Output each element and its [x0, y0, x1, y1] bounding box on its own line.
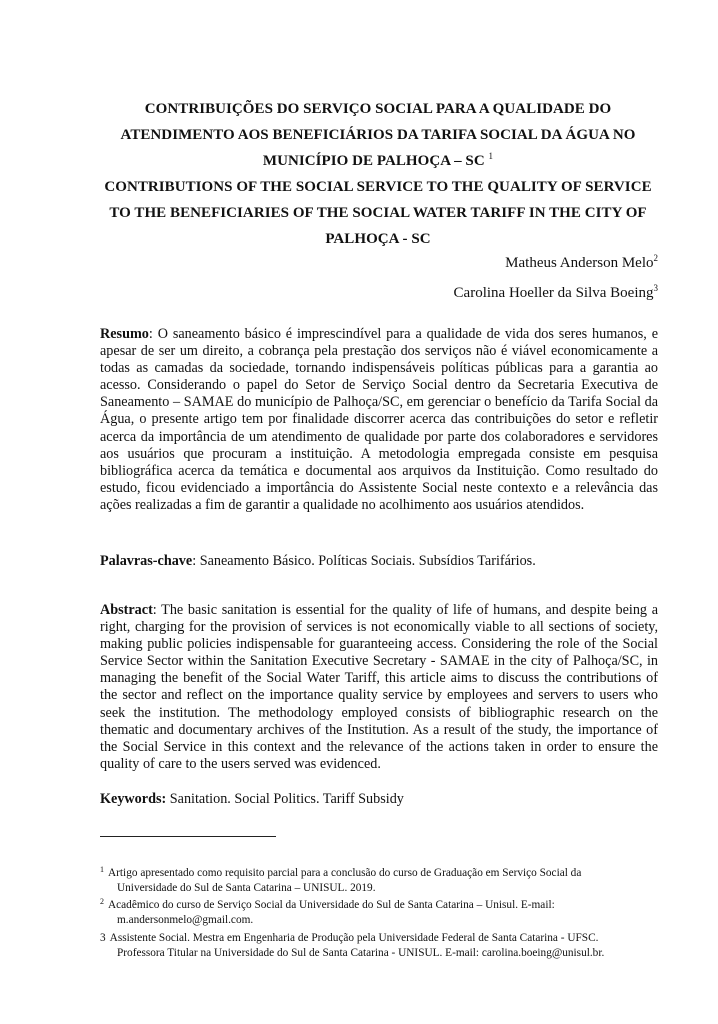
footnote-2-line-1: Acadêmico do curso de Serviço Social da Universidade do Sul de Santa Catarina – Unisul. E-mail:	[108, 899, 555, 911]
palavras-chave-text: : Saneamento Básico. Políticas Sociais. Subsídios Tarifários.	[192, 553, 536, 569]
footnote-2	[100, 898, 658, 927]
footnote-1-marker: 1	[100, 865, 104, 874]
footnote-3-marker: 3	[100, 932, 106, 944]
abstract-label: Abstract	[100, 602, 153, 618]
title-en-line-3: PALHOÇA - SC	[325, 231, 431, 247]
author-2	[454, 284, 658, 302]
footnote-2-line-2: m.andersonmelo@gmail.com.	[117, 913, 254, 926]
title-pt-line-2: ATENDIMENTO AOS BENEFICIÁRIOS DA TARIFA SOCIAL DA ÁGUA NO	[120, 127, 636, 143]
resumo-text: : O saneamento básico é imprescindível para a qualidade de vida dos seres humanos, e apesar de ser um direito, a cobrança pela prestação dos serviços não é viável economicamente a todas as camadas da sociedade, tornando indispensáveis políticas públicas para a garantia ao acesso. Considerando o papel do Setor de Serviço Social dentro da Secretaria Executiva de Saneamento – SAMAE do município de Palhoça/SC, em gerenciar o benefício da Tarifa Social da Água, o presente artigo tem por finalidade discorrer acerca das contribuições do setor e refletir acerca da importância de um atendimento de qualidade por parte dos colaboradores e servidores aos usuários que procuram a instituição. A metodologia empregada consiste em pesquisa bibliográfica acerca da temática e documental aos arquivos da Instituição. Como resultado do estudo, ficou evidenciado a importância do Assistente Social neste contexto e a relevância das ações realizadas a fim de garantir a qualidade no acolhimento aos usuários atendidos.	[100, 326, 658, 513]
title-en-line-1: CONTRIBUTIONS OF THE SOCIAL SERVICE TO THE QUALITY OF SERVICE	[104, 179, 652, 195]
title-pt-line-3-text: MUNICÍPIO DE PALHOÇA – SC	[262, 153, 485, 169]
title-en-line-2: TO THE BENEFICIARIES OF THE SOCIAL WATER TARIFF IN THE CITY OF	[109, 205, 647, 221]
footnote-1-line-2: Universidade do Sul de Santa Catarina – UNISUL. 2019.	[117, 881, 376, 894]
title-block	[98, 96, 658, 252]
footnote-2-marker: 2	[100, 897, 104, 906]
palavras-chave-paragraph	[100, 553, 658, 570]
footnote-3-line-2: Professora Titular na Universidade do Sul de Santa Catarina - UNISUL. E-mail: carolina.boeing@unisul.br.	[117, 946, 605, 959]
resumo-paragraph	[100, 326, 658, 514]
palavras-chave-label: Palavras-chave	[100, 553, 193, 569]
author-1-footnote-marker: 2	[653, 253, 658, 263]
footnote-separator	[100, 836, 276, 837]
title-pt-line-3	[98, 148, 658, 174]
author-2-name: Carolina Hoeller da Silva Boeing	[453, 285, 654, 301]
resumo-label: Resumo	[100, 326, 149, 342]
title-footnote-marker: 1	[488, 151, 494, 161]
abstract-text: : The basic sanitation is essential for the quality of life of humans, and despite being a right, charging for the provision of services is not economically viable to all sections of society, making public policies indispensable for guaranteeing access. Considering the role of the Social Service Sector within the Sanitation Executive Secretary - SAMAE in the city of Palhoça/SC, in managing the benefit of the Social Water Tariff, this article aims to discuss the contributions of the sector and reflect on the importance quality service by employees and servers to users who seek the institution. The methodology employed consists of bibliographic research on the thematic and documentary archives of the Institution. As a result of the study, the importance of the Social Service in this context and the relevance of the actions taken in order to ensure the quality of care to the users served was evidenced.	[100, 602, 658, 772]
keywords-paragraph	[100, 791, 658, 808]
footnote-1-line-1: Artigo apresentado como requisito parcial para a conclusão do curso de Graduação em Serviço Social da	[108, 867, 582, 879]
title-pt-line-1: CONTRIBUIÇÕES DO SERVIÇO SOCIAL PARA A QUALIDADE DO	[144, 101, 612, 117]
keywords-text: Sanitation. Social Politics. Tariff Subsidy	[166, 791, 404, 807]
author-2-footnote-marker: 3	[653, 283, 658, 293]
author-1	[505, 254, 658, 272]
keywords-label: Keywords:	[100, 791, 167, 807]
footnote-1	[100, 866, 658, 895]
abstract-paragraph	[100, 602, 658, 773]
footnote-3	[100, 931, 658, 960]
footnote-3-line-1: Assistente Social. Mestra em Engenharia de Produção pela Universidade Federal de Santa Catarina - UFSC.	[109, 932, 599, 944]
author-1-name: Matheus Anderson Melo	[505, 255, 654, 271]
